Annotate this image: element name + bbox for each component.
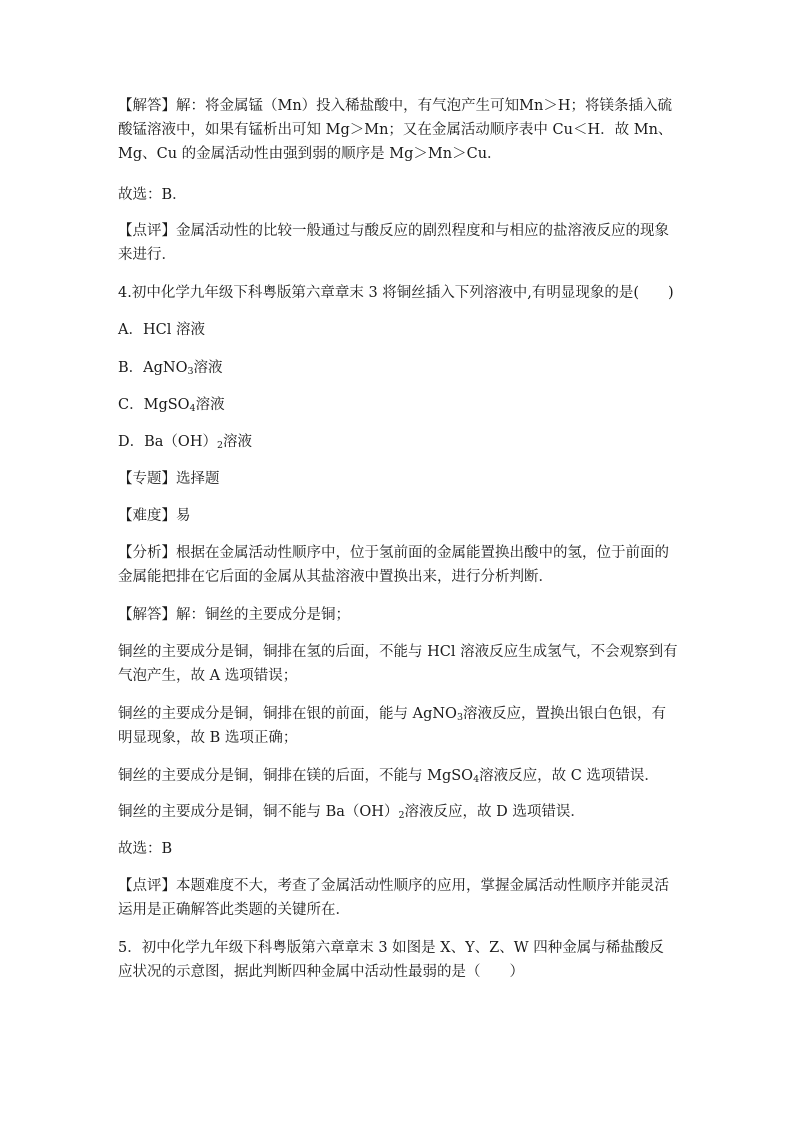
comment-paragraph-q3: 【点评】金属活动性的比较一般通过与酸反应的剧烈程度和与相应的盐溶液反应的现象来进行． <box>118 223 669 263</box>
answer-d-post: 溶液反应，故 D 选项错误． <box>404 804 585 820</box>
option-a: A．HCl 溶液 <box>118 322 205 338</box>
answer-paragraph-q3: 【解答】解：将金属锰（Mn）投入稀盐酸中，有气泡产生可知Mn＞H；将镁条插入硫酸锰溶液中，如果有锰析出可知 Mg＞Mn；又在金属活动顺序表中 Cu＜H．故 Mn、Mg、Cu 的金属活动性由强到弱的顺序是 Mg＞Mn＞Cu． <box>118 98 673 162</box>
answer-c-sub: 4 <box>473 774 480 785</box>
option-c-pre: C．MgSO <box>118 397 190 413</box>
option-d-post: 溶液 <box>223 434 253 450</box>
question-4-stem: 4.初中化学九年级下科粤版第六章章末 3 将铜丝插入下列溶液中,有明显现象的是( ) <box>118 285 674 301</box>
answer-option-d-line <box>118 800 678 824</box>
topic-line: 【专题】选择题 <box>118 471 220 487</box>
option-c-post: 溶液 <box>195 397 225 413</box>
option-c-sub: 4 <box>189 403 196 414</box>
answer-b-pre: 铜丝的主要成分是铜，铜排在银的前面，能与 AgNO <box>118 706 457 722</box>
option-b-post: 溶液 <box>193 360 223 376</box>
answer-option-c-line <box>118 764 678 788</box>
option-c <box>118 393 678 417</box>
option-b-pre: B．AgNO <box>118 360 188 376</box>
option-b-sub: 3 <box>187 366 194 377</box>
answer-c-pre: 铜丝的主要成分是铜，铜排在镁的后面，不能与 MgSO <box>118 768 474 784</box>
analysis-paragraph: 【分析】根据在金属活动性顺序中，位于氢前面的金属能置换出酸中的氢，位于前面的金属能把排在它后面的金属从其盐溶液中置换出来，进行分析判断． <box>118 545 669 585</box>
answer-c-post: 溶液反应，故 C 选项错误． <box>479 768 659 784</box>
choice-line-q4: 故选：B <box>118 841 173 857</box>
answer-b-sub: 3 <box>456 712 463 723</box>
answer-d-sub: 2 <box>398 810 405 821</box>
answer-option-a-paragraph: 铜丝的主要成分是铜，铜排在氢的后面，不能与 HCl 溶液反应生成氢气，不会观察到有气泡产生，故 A 选项错误； <box>118 644 678 684</box>
option-d <box>118 430 678 454</box>
answer-option-b-paragraph <box>118 702 678 750</box>
option-d-pre: D．Ba（OH） <box>118 434 217 450</box>
difficulty-line: 【难度】易 <box>118 508 191 524</box>
answer-intro-line: 【解答】解：铜丝的主要成分是铜； <box>118 607 350 623</box>
question-5-stem: 5．初中化学九年级下科粤版第六章章末 3 如图是 X、Y、Z、W 四种金属与稀盐酸反应状况的示意图，据此判断四种金属中活动性最弱的是（ ） <box>118 940 664 980</box>
comment-paragraph-q4: 【点评】本题难度不大，考查了金属活动性顺序的应用，掌握金属活动性顺序并能灵活运用是正确解答此类题的关键所在． <box>118 878 669 918</box>
choice-line-q3: 故选：B． <box>118 187 187 203</box>
answer-b-post: 溶液反应，置换出银白色银，有明显现象，故 B 选项正确； <box>118 706 666 746</box>
option-b <box>118 356 678 380</box>
option-d-sub: 2 <box>216 440 224 451</box>
answer-d-pre: 铜丝的主要成分是铜，铜不能与 Ba（OH） <box>118 804 399 820</box>
